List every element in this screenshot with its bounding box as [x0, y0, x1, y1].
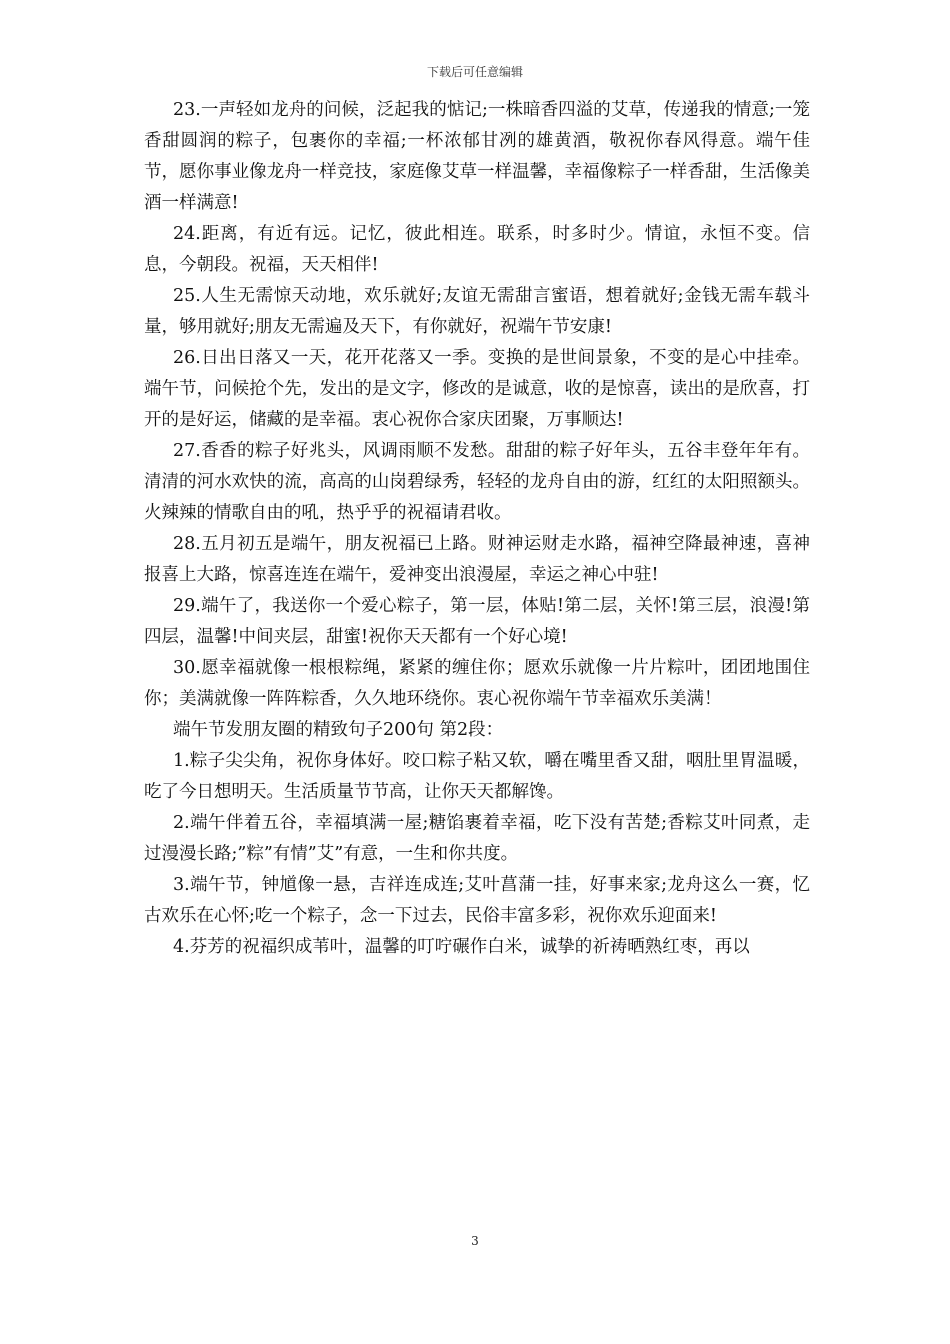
paragraph-3: 3.端午节，钟馗像一悬，吉祥连成连;艾叶菖蒲一挂，好事来家;龙舟这么一赛，忆古欢乐在心怀;吃一个粽子，念一下过去，民俗丰富多彩，祝你欢乐迎面来!: [144, 875, 810, 926]
paragraph-26: 26.日出日落又一天，花开花落又一季。变换的是世间景象，不变的是心中挂牵。端午节，问候抢个先，发出的是文字，修改的是诚意，收的是惊喜，读出的是欣喜，打开的是好运，储藏的是幸福。衷心祝你合家庆团聚，万事顺达!: [144, 348, 810, 430]
paragraph-2: 2.端午伴着五谷，幸福填满一屋;糖馅裹着幸福，吃下没有苦楚;香粽艾叶同煮，走过漫漫长路;”粽”有情”艾”有意，一生和你共度。: [144, 813, 810, 864]
paragraph-29: 29.端午了，我送你一个爱心粽子，第一层，体贴!第二层，关怀!第三层，浪漫!第四层，温馨!中间夹层，甜蜜!祝你天天都有一个好心境!: [144, 596, 810, 647]
paragraph-28: 28.五月初五是端午，朋友祝福已上路。财神运财走水路，福神空降最神速，喜神报喜上大路，惊喜连连在端午，爱神变出浪漫屋，幸运之神心中驻!: [144, 534, 810, 585]
paragraph-30: 30.愿幸福就像一根根粽绳，紧紧的缠住你；愿欢乐就像一片片粽叶，团团地围住你；美满就像一阵阵粽香，久久地环绕你。衷心祝你端午节幸福欢乐美满！: [144, 658, 810, 709]
paragraph-1: 1.粽子尖尖角，祝你身体好。咬口粽子粘又软，嚼在嘴里香又甜，咽肚里胃温暖，吃了今日想明天。生活质量节节高，让你天天都解馋。: [144, 751, 810, 802]
section-heading: 端午节发朋友圈的精致句子200句 第2段：: [173, 720, 504, 740]
page-number: 3: [471, 1234, 479, 1248]
paragraph-25: 25.人生无需惊天动地，欢乐就好;友谊无需甜言蜜语，想着就好;金钱无需车载斗量，够用就好;朋友无需遍及天下，有你就好，祝端午节安康!: [144, 286, 810, 337]
page-header-note: 下载后可任意编辑: [426, 65, 523, 79]
document-body: [144, 95, 810, 963]
paragraph-4: 4.芬芳的祝福织成苇叶，温馨的叮咛碾作白米，诚挚的祈祷晒熟红枣，再以: [173, 937, 750, 957]
paragraph-27: 27.香香的粽子好兆头，风调雨顺不发愁。甜甜的粽子好年头，五谷丰登年年有。清清的河水欢快的流，高高的山岗碧绿秀，轻轻的龙舟自由的游，红红的太阳照额头。火辣辣的情歌自由的吼，热乎乎的祝福请君收。: [144, 441, 810, 523]
paragraph-23: 23.一声轻如龙舟的问候，泛起我的惦记;一株暗香四溢的艾草，传递我的情意;一笼香甜圆润的粽子，包裹你的幸福;一杯浓郁甘冽的雄黄酒，敬祝你春风得意。端午佳节，愿你事业像龙舟一样竞技，家庭像艾草一样温馨，幸福像粽子一样香甜，生活像美酒一样满意!: [144, 100, 810, 213]
paragraph-24: 24.距离，有近有远。记忆，彼此相连。联系，时多时少。情谊，永恒不变。信息，今朝段。祝福，天天相伴!: [144, 224, 810, 275]
